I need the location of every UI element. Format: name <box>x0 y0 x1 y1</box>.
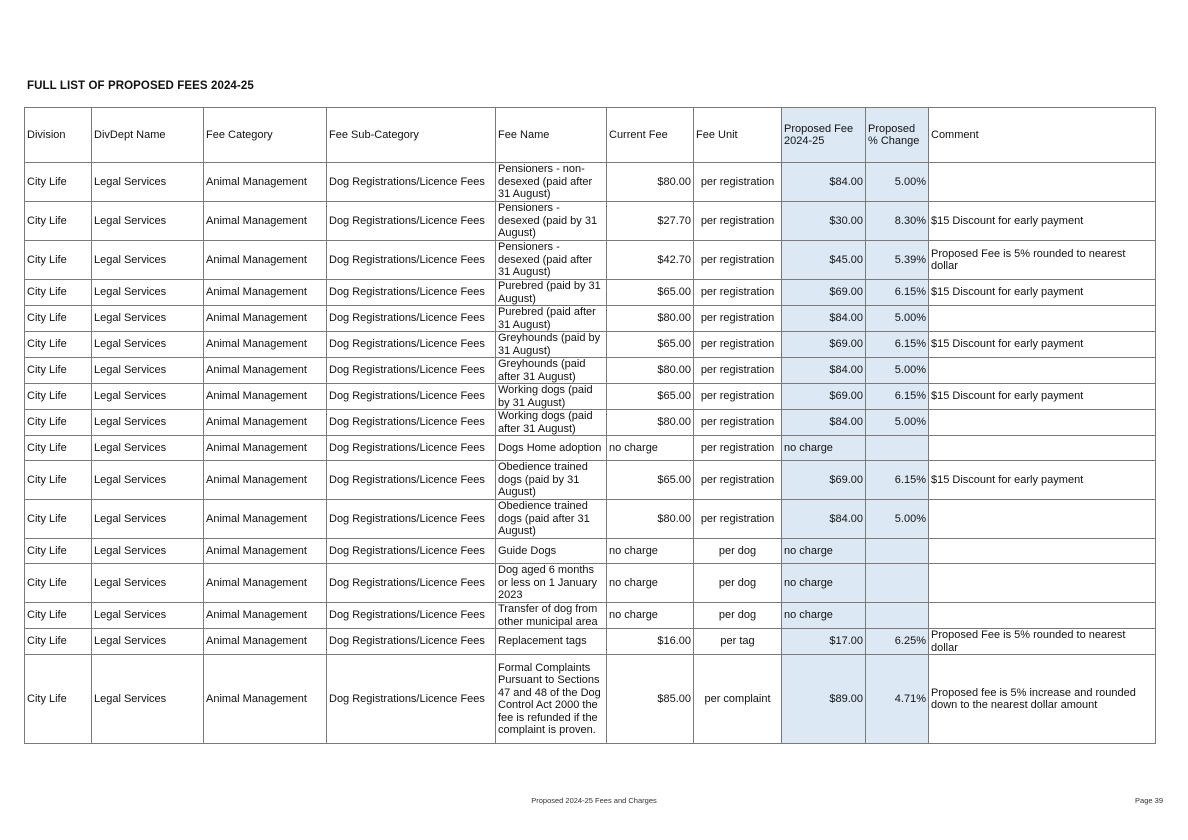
cell-comment <box>929 163 1156 202</box>
table-row <box>25 306 1156 332</box>
cell-fee-unit: per registration <box>694 384 782 410</box>
fees-table <box>24 107 1156 744</box>
cell-fee-unit: per registration <box>694 163 782 202</box>
cell-comment: Proposed fee is 5% increase and rounded down to the nearest dollar amount <box>929 655 1156 744</box>
cell-subcategory: Dog Registrations/Licence Fees <box>327 280 496 306</box>
page-title: FULL LIST OF PROPOSED FEES 2024-25 <box>27 80 254 92</box>
table-row <box>25 410 1156 436</box>
cell-proposed-fee: $30.00 <box>782 202 866 241</box>
cell-current-fee: $80.00 <box>607 306 694 332</box>
cell-dept: Legal Services <box>92 564 204 603</box>
cell-category: Animal Management <box>204 461 327 500</box>
cell-change: 6.15% <box>866 384 929 410</box>
col-header-fee-name: Fee Name <box>496 108 607 163</box>
cell-fee-name: Replacement tags <box>496 629 607 655</box>
cell-comment <box>929 564 1156 603</box>
cell-comment <box>929 603 1156 629</box>
cell-category: Animal Management <box>204 332 327 358</box>
cell-fee-unit: per registration <box>694 410 782 436</box>
cell-category: Animal Management <box>204 500 327 539</box>
cell-change: 6.15% <box>866 332 929 358</box>
cell-category: Animal Management <box>204 410 327 436</box>
col-header-category: Fee Category <box>204 108 327 163</box>
cell-comment: Proposed Fee is 5% rounded to nearest dollar <box>929 629 1156 655</box>
page-number: Page 39 <box>1135 796 1163 805</box>
cell-subcategory: Dog Registrations/Licence Fees <box>327 564 496 603</box>
cell-dept: Legal Services <box>92 539 204 564</box>
table-header-row <box>25 108 1156 163</box>
col-header-fee-unit: Fee Unit <box>694 108 782 163</box>
cell-fee-name: Obedience trained dogs (paid after 31 August) <box>496 500 607 539</box>
col-header-comment: Comment <box>929 108 1156 163</box>
cell-fee-name: Pensioners - desexed (paid by 31 August) <box>496 202 607 241</box>
cell-subcategory: Dog Registrations/Licence Fees <box>327 500 496 539</box>
cell-proposed-fee: no charge <box>782 603 866 629</box>
cell-category: Animal Management <box>204 629 327 655</box>
cell-proposed-fee: $84.00 <box>782 163 866 202</box>
cell-division: City Life <box>25 564 92 603</box>
cell-current-fee: no charge <box>607 436 694 461</box>
cell-subcategory: Dog Registrations/Licence Fees <box>327 629 496 655</box>
cell-proposed-fee: $69.00 <box>782 332 866 358</box>
cell-fee-name: Pensioners - desexed (paid after 31 August) <box>496 241 607 280</box>
cell-division: City Life <box>25 603 92 629</box>
col-header-division: Division <box>25 108 92 163</box>
cell-comment: Proposed Fee is 5% rounded to nearest dollar <box>929 241 1156 280</box>
cell-current-fee: $65.00 <box>607 461 694 500</box>
table-row <box>25 564 1156 603</box>
cell-subcategory: Dog Registrations/Licence Fees <box>327 306 496 332</box>
cell-change: 5.00% <box>866 358 929 384</box>
cell-change <box>866 436 929 461</box>
cell-proposed-fee: $17.00 <box>782 629 866 655</box>
cell-fee-name: Working dogs (paid after 31 August) <box>496 410 607 436</box>
cell-division: City Life <box>25 629 92 655</box>
col-header-dept: DivDept Name <box>92 108 204 163</box>
cell-division: City Life <box>25 306 92 332</box>
cell-proposed-fee: $84.00 <box>782 306 866 332</box>
cell-comment: $15 Discount for early payment <box>929 384 1156 410</box>
table-row <box>25 603 1156 629</box>
cell-division: City Life <box>25 500 92 539</box>
cell-category: Animal Management <box>204 384 327 410</box>
cell-comment <box>929 306 1156 332</box>
cell-category: Animal Management <box>204 603 327 629</box>
table-row <box>25 358 1156 384</box>
table-body <box>25 163 1156 744</box>
cell-subcategory: Dog Registrations/Licence Fees <box>327 461 496 500</box>
cell-category: Animal Management <box>204 280 327 306</box>
cell-fee-name: Dog aged 6 months or less on 1 January 2023 <box>496 564 607 603</box>
cell-change: 6.15% <box>866 461 929 500</box>
cell-change <box>866 564 929 603</box>
cell-category: Animal Management <box>204 564 327 603</box>
cell-proposed-fee: $84.00 <box>782 500 866 539</box>
cell-current-fee: no charge <box>607 564 694 603</box>
cell-fee-name: Pensioners - non-desexed (paid after 31 August) <box>496 163 607 202</box>
table-row <box>25 384 1156 410</box>
cell-subcategory: Dog Registrations/Licence Fees <box>327 358 496 384</box>
cell-dept: Legal Services <box>92 358 204 384</box>
cell-fee-name: Formal Complaints Pursuant to Sections 47 and 48 of the Dog Control Act 2000 the fee is refunded if the complaint is proven. <box>496 655 607 744</box>
cell-division: City Life <box>25 358 92 384</box>
cell-change <box>866 603 929 629</box>
cell-fee-unit: per registration <box>694 332 782 358</box>
cell-division: City Life <box>25 163 92 202</box>
cell-current-fee: $27.70 <box>607 202 694 241</box>
cell-category: Animal Management <box>204 241 327 280</box>
cell-fee-unit: per registration <box>694 241 782 280</box>
cell-current-fee: $65.00 <box>607 332 694 358</box>
cell-fee-unit: per dog <box>694 539 782 564</box>
cell-division: City Life <box>25 241 92 280</box>
cell-dept: Legal Services <box>92 410 204 436</box>
cell-change: 5.00% <box>866 410 929 436</box>
cell-category: Animal Management <box>204 202 327 241</box>
cell-change: 6.25% <box>866 629 929 655</box>
table-row <box>25 332 1156 358</box>
cell-comment <box>929 358 1156 384</box>
cell-dept: Legal Services <box>92 280 204 306</box>
table-row <box>25 629 1156 655</box>
cell-current-fee: $80.00 <box>607 500 694 539</box>
cell-fee-unit: per registration <box>694 306 782 332</box>
cell-category: Animal Management <box>204 539 327 564</box>
cell-subcategory: Dog Registrations/Licence Fees <box>327 384 496 410</box>
cell-subcategory: Dog Registrations/Licence Fees <box>327 332 496 358</box>
cell-fee-unit: per dog <box>694 603 782 629</box>
cell-comment: $15 Discount for early payment <box>929 332 1156 358</box>
cell-division: City Life <box>25 655 92 744</box>
cell-current-fee: $80.00 <box>607 410 694 436</box>
cell-subcategory: Dog Registrations/Licence Fees <box>327 539 496 564</box>
cell-fee-name: Obedience trained dogs (paid by 31 August) <box>496 461 607 500</box>
cell-subcategory: Dog Registrations/Licence Fees <box>327 410 496 436</box>
table-row <box>25 280 1156 306</box>
cell-fee-unit: per registration <box>694 436 782 461</box>
cell-fee-name: Working dogs (paid by 31 August) <box>496 384 607 410</box>
cell-proposed-fee: $69.00 <box>782 280 866 306</box>
cell-fee-name: Dogs Home adoption <box>496 436 607 461</box>
cell-division: City Life <box>25 436 92 461</box>
cell-proposed-fee: no charge <box>782 564 866 603</box>
cell-current-fee: $16.00 <box>607 629 694 655</box>
cell-dept: Legal Services <box>92 655 204 744</box>
cell-current-fee: $65.00 <box>607 384 694 410</box>
cell-division: City Life <box>25 461 92 500</box>
cell-dept: Legal Services <box>92 202 204 241</box>
cell-fee-unit: per registration <box>694 461 782 500</box>
cell-comment <box>929 539 1156 564</box>
cell-proposed-fee: $84.00 <box>782 410 866 436</box>
table-row <box>25 202 1156 241</box>
cell-fee-unit: per registration <box>694 280 782 306</box>
cell-category: Animal Management <box>204 306 327 332</box>
cell-proposed-fee: no charge <box>782 436 866 461</box>
cell-proposed-fee: $45.00 <box>782 241 866 280</box>
cell-current-fee: no charge <box>607 539 694 564</box>
cell-current-fee: $85.00 <box>607 655 694 744</box>
cell-subcategory: Dog Registrations/Licence Fees <box>327 436 496 461</box>
cell-category: Animal Management <box>204 655 327 744</box>
cell-change: 4.71% <box>866 655 929 744</box>
cell-current-fee: $80.00 <box>607 358 694 384</box>
cell-subcategory: Dog Registrations/Licence Fees <box>327 241 496 280</box>
table-row <box>25 655 1156 744</box>
cell-current-fee: no charge <box>607 603 694 629</box>
footer-doc-name: Proposed 2024-25 Fees and Charges <box>531 796 657 805</box>
cell-comment: $15 Discount for early payment <box>929 280 1156 306</box>
cell-fee-unit: per dog <box>694 564 782 603</box>
table-row <box>25 436 1156 461</box>
cell-proposed-fee: $69.00 <box>782 384 866 410</box>
cell-dept: Legal Services <box>92 629 204 655</box>
cell-fee-unit: per complaint <box>694 655 782 744</box>
cell-change <box>866 539 929 564</box>
cell-dept: Legal Services <box>92 306 204 332</box>
cell-division: City Life <box>25 410 92 436</box>
table-row <box>25 241 1156 280</box>
cell-subcategory: Dog Registrations/Licence Fees <box>327 603 496 629</box>
cell-fee-unit: per registration <box>694 202 782 241</box>
cell-fee-name: Purebred (paid after 31 August) <box>496 306 607 332</box>
cell-dept: Legal Services <box>92 384 204 410</box>
cell-change: 5.39% <box>866 241 929 280</box>
cell-proposed-fee: $89.00 <box>782 655 866 744</box>
cell-division: City Life <box>25 202 92 241</box>
cell-subcategory: Dog Registrations/Licence Fees <box>327 202 496 241</box>
cell-division: City Life <box>25 539 92 564</box>
cell-comment <box>929 500 1156 539</box>
cell-proposed-fee: $69.00 <box>782 461 866 500</box>
cell-comment: $15 Discount for early payment <box>929 461 1156 500</box>
cell-dept: Legal Services <box>92 163 204 202</box>
cell-subcategory: Dog Registrations/Licence Fees <box>327 655 496 744</box>
cell-dept: Legal Services <box>92 332 204 358</box>
cell-dept: Legal Services <box>92 603 204 629</box>
cell-dept: Legal Services <box>92 436 204 461</box>
cell-change: 6.15% <box>866 280 929 306</box>
cell-fee-name: Transfer of dog from other municipal area <box>496 603 607 629</box>
cell-fee-name: Greyhounds (paid by 31 August) <box>496 332 607 358</box>
col-header-current-fee: Current Fee <box>607 108 694 163</box>
cell-fee-unit: per tag <box>694 629 782 655</box>
cell-proposed-fee: $84.00 <box>782 358 866 384</box>
cell-comment <box>929 436 1156 461</box>
cell-subcategory: Dog Registrations/Licence Fees <box>327 163 496 202</box>
col-header-subcategory: Fee Sub-Category <box>327 108 496 163</box>
cell-category: Animal Management <box>204 358 327 384</box>
cell-current-fee: $42.70 <box>607 241 694 280</box>
cell-category: Animal Management <box>204 436 327 461</box>
table-row <box>25 461 1156 500</box>
table-row <box>25 539 1156 564</box>
cell-fee-name: Guide Dogs <box>496 539 607 564</box>
cell-division: City Life <box>25 332 92 358</box>
cell-fee-name: Greyhounds (paid after 31 August) <box>496 358 607 384</box>
cell-change: 5.00% <box>866 500 929 539</box>
table-row <box>25 163 1156 202</box>
cell-division: City Life <box>25 280 92 306</box>
table-row <box>25 500 1156 539</box>
cell-dept: Legal Services <box>92 241 204 280</box>
cell-fee-unit: per registration <box>694 358 782 384</box>
cell-current-fee: $65.00 <box>607 280 694 306</box>
col-header-proposed-fee: Proposed Fee 2024-25 <box>782 108 866 163</box>
cell-category: Animal Management <box>204 163 327 202</box>
cell-dept: Legal Services <box>92 500 204 539</box>
cell-change: 5.00% <box>866 306 929 332</box>
cell-change: 8.30% <box>866 202 929 241</box>
cell-comment: $15 Discount for early payment <box>929 202 1156 241</box>
col-header-change: Proposed % Change <box>866 108 929 163</box>
cell-comment <box>929 410 1156 436</box>
cell-fee-name: Purebred (paid by 31 August) <box>496 280 607 306</box>
cell-fee-unit: per registration <box>694 500 782 539</box>
cell-proposed-fee: no charge <box>782 539 866 564</box>
cell-division: City Life <box>25 384 92 410</box>
cell-change: 5.00% <box>866 163 929 202</box>
cell-dept: Legal Services <box>92 461 204 500</box>
cell-current-fee: $80.00 <box>607 163 694 202</box>
